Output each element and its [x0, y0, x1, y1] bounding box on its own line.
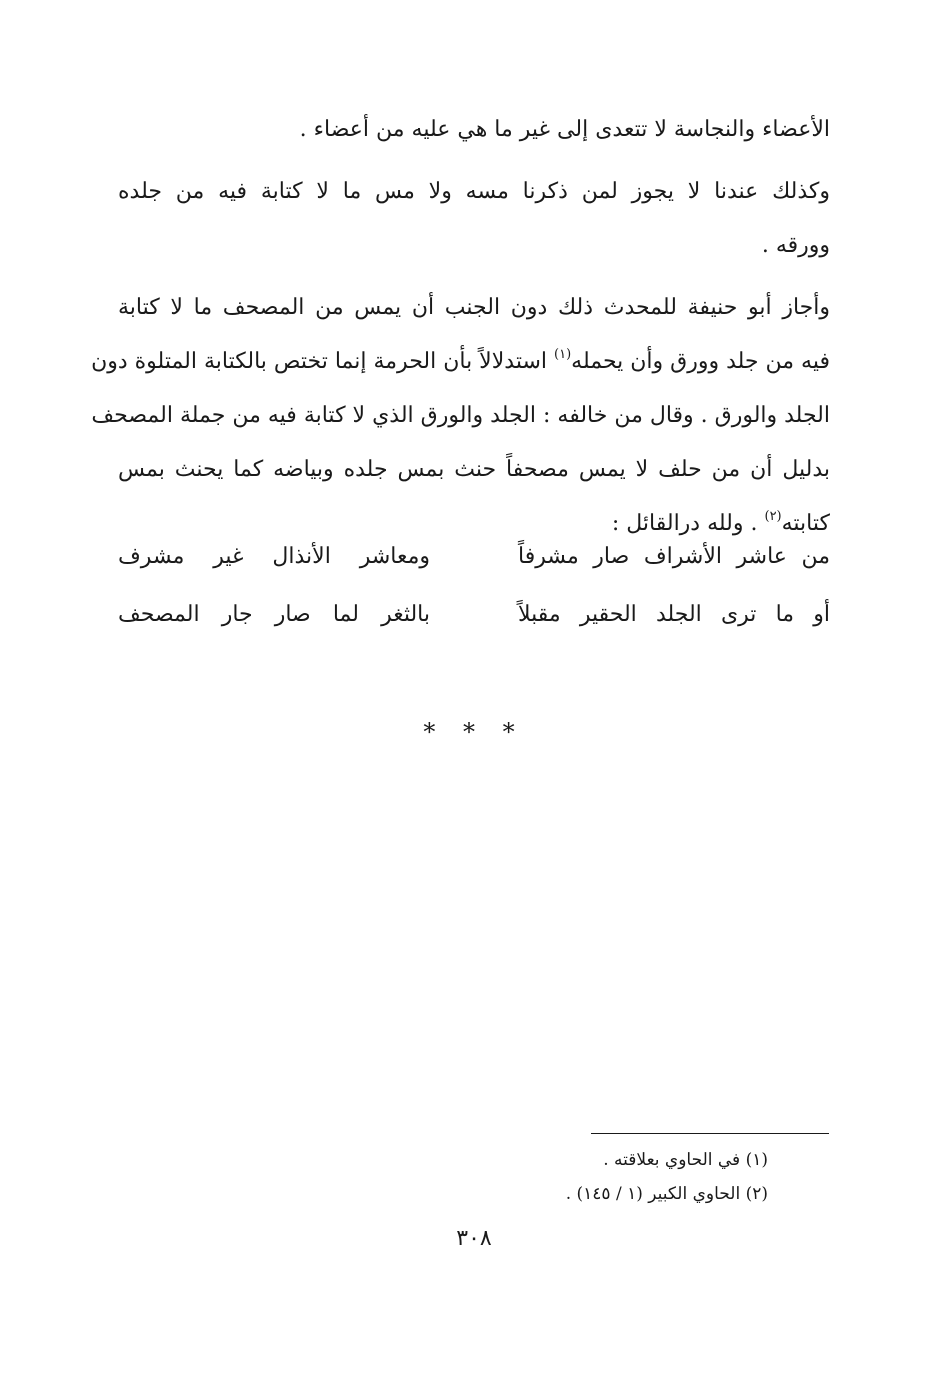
- body-line-7: بدليل أن من حلف لا يمس مصحفاً حنث بمس جلده وبياضه كما يحنث بمس: [118, 457, 830, 482]
- footnote-ref-1: (١): [554, 347, 572, 362]
- body-line-5: [91, 335, 830, 389]
- footnote-divider: [591, 1133, 829, 1134]
- footnote-ref-2: (٢): [764, 509, 782, 524]
- poem-verse-1: [118, 530, 830, 584]
- page-number: ٣٠٨: [456, 1226, 492, 1251]
- footnote-2: (٢) الحاوي الكبير (١ / ١٤٥) .: [565, 1184, 768, 1204]
- verse-2-second-hemistich: بالثغر لما صار جار المصحف: [118, 602, 430, 627]
- body-line-8-part-a: كتابته: [781, 511, 830, 536]
- footnote-1: (١) في الحاوي بعلاقته .: [603, 1150, 768, 1170]
- poem-verse-2: [118, 588, 830, 642]
- body-line-6: الجلد والورق . وقال من خالفه : الجلد والورق الذي لا كتابة فيه من جملة المصحف: [91, 403, 830, 428]
- verse-1-second-hemistich: ومعاشر الأنذال غير مشرف: [118, 544, 430, 569]
- body-line-8-part-b: . ولله درالقائل :: [611, 511, 765, 536]
- verse-1-first-hemistich: من عاشر الأشراف صار مشرفاً: [518, 544, 830, 569]
- verse-2-first-hemistich: أو ما ترى الجلد الحقير مقبلاً: [518, 602, 830, 627]
- footnotes: [368, 1143, 768, 1211]
- body-line-4: وأجاز أبو حنيفة للمحدث ذلك دون الجنب أن يمس من المصحف ما لا كتابة: [118, 295, 830, 320]
- body-line-1: الأعضاء والنجاسة لا تتعدى إلى غير ما هي عليه من أعضاء .: [299, 117, 830, 142]
- body-line-3: وورقه .: [761, 233, 830, 258]
- main-text: [91, 103, 830, 551]
- body-line-2: وكذلك عندنا لا يجوز لمن ذكرنا مسه ولا مس ما لا كتابة فيه من جلده: [118, 179, 830, 204]
- body-line-5-part-a: فيه من جلد وورق وأن يحمله: [571, 349, 830, 374]
- body-line-5-part-b: استدلالاً بأن الحرمة إنما تختص بالكتابة المتلوة دون: [91, 349, 555, 374]
- section-separator: * * *: [423, 718, 525, 746]
